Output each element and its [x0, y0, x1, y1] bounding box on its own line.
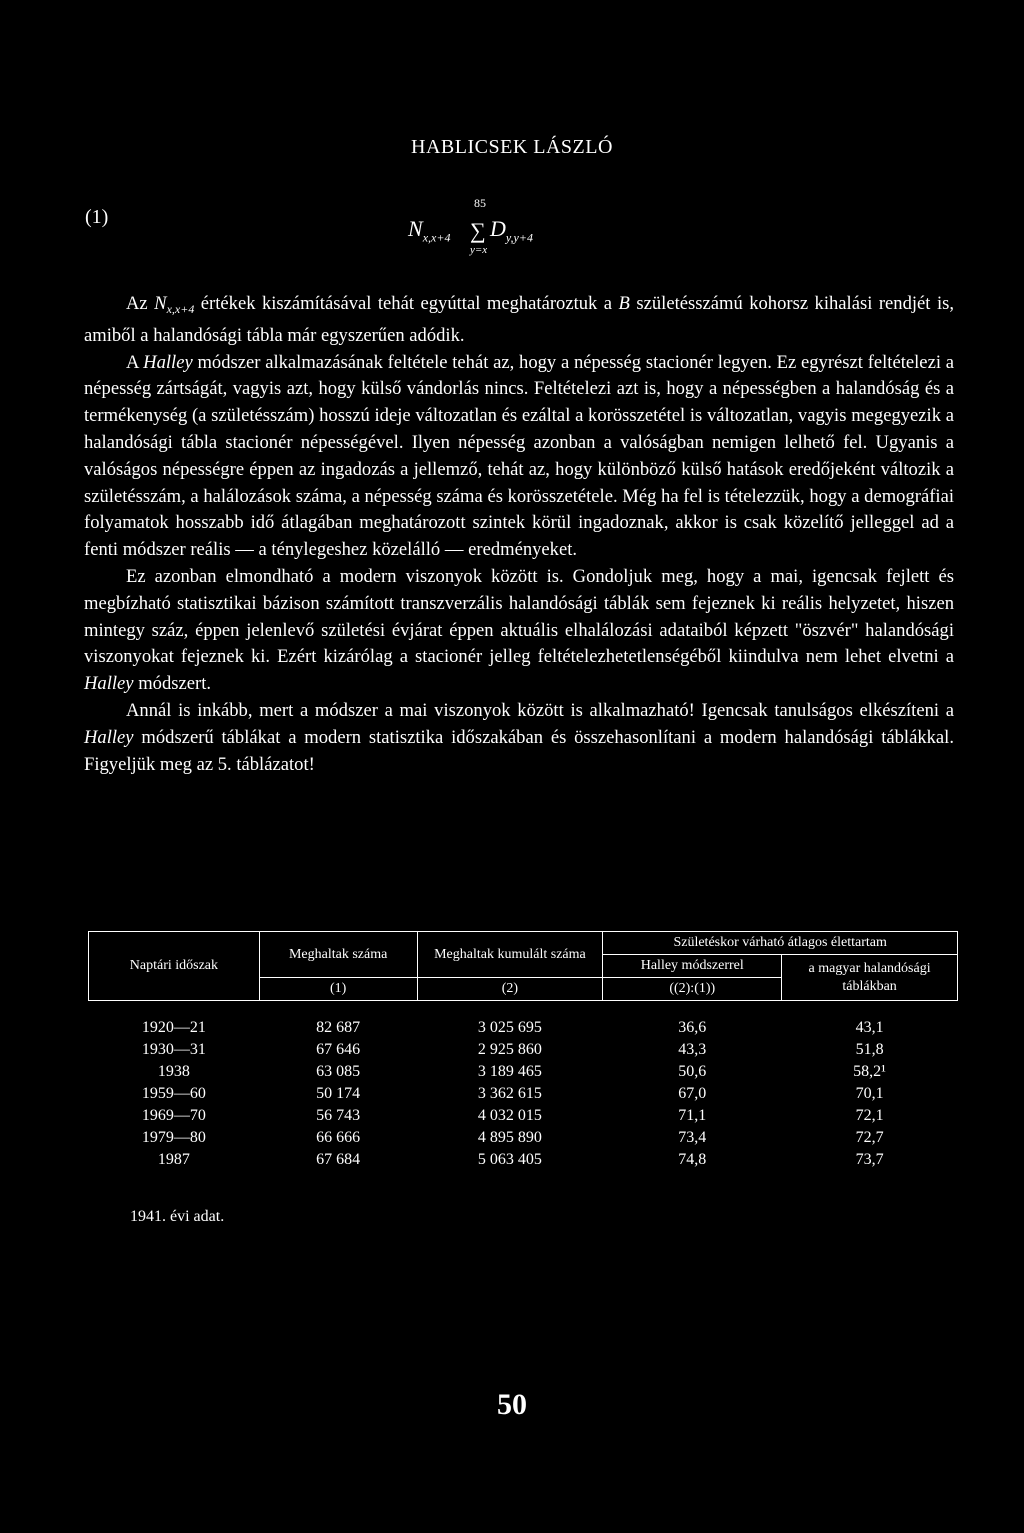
header-hungarian: a magyar halandósági táblákban [782, 955, 958, 1001]
paragraph-3: Ez azonban elmondható a modern viszonyok között is. Gondoljuk meg, hogy a mai, igencsak fejlett és megbízható statisztikai bázison számított transzverzális halandósági táblák sem fejeznek ki reális helyzetet, hiszen mintegy száz, éppen jelenlevő születési évjárat éppen aktuális elhalálozási adataiból képzett "öszvér" halandósági viszonyokat fejeznek ki. Ezért kizárólag a stacionér jelleg feltételezhetetlenségéből kiindulva nem lehet elvetni a Halley módszert. [84, 565, 954, 695]
cell-deaths: 56 743 [316, 1107, 361, 1124]
table-row [89, 1127, 958, 1149]
cell-deaths: 82 687 [316, 1019, 361, 1036]
header-col3: ((2):(1)) [603, 978, 782, 1001]
cell-deaths: 66 666 [316, 1129, 361, 1146]
cell-cumulative: 4 032 015 [477, 1107, 542, 1124]
cell-cumulative: 3 025 695 [477, 1019, 542, 1036]
page-header: HABLICSEK LÁSZLÓ [411, 136, 613, 158]
cell-deaths: 67 646 [316, 1041, 361, 1058]
cell-period: 1930—31 [141, 1041, 206, 1058]
table-row [89, 1039, 958, 1061]
table-row [89, 1105, 958, 1127]
cell-halley: 50,6 [678, 1063, 707, 1080]
cell-halley: 73,4 [678, 1129, 707, 1146]
cell-period: 1959—60 [141, 1085, 206, 1102]
cell-period: 1938 [157, 1063, 190, 1080]
body-text [84, 291, 954, 778]
cell-halley: 71,1 [678, 1107, 707, 1124]
equation-number: (1) [85, 206, 109, 228]
table-row [89, 1149, 958, 1171]
header-halley: Halley módszerrel [603, 955, 782, 978]
header-period: Naptári időszak [89, 932, 260, 1001]
cell-deaths: 50 174 [316, 1085, 361, 1102]
cell-cumulative: 3 189 465 [477, 1063, 542, 1080]
header-col2: (2) [417, 978, 603, 1001]
data-table [88, 931, 958, 1171]
equation-formula [408, 194, 608, 264]
cell-period: 1969—70 [141, 1107, 206, 1124]
cell-period: 1987 [157, 1151, 190, 1168]
cell-hungarian: 51,8 [855, 1041, 884, 1058]
cell-cumulative: 3 362 615 [477, 1085, 542, 1102]
cell-cumulative: 4 895 890 [477, 1129, 542, 1146]
header-expectancy-group: Születéskor várható átlagos élettartam [603, 932, 958, 955]
header-col1: (1) [259, 978, 417, 1001]
equation-rhs: $D_{y,y+4}$ [490, 216, 533, 245]
cell-halley: 67,0 [678, 1085, 707, 1102]
cell-deaths: 63 085 [316, 1063, 361, 1080]
table-row [89, 1061, 958, 1083]
paragraph-1: Az $N_{x,x+4}$ értékek kiszámításával tehát egyúttal meghatároztuk a B születésszámú kohorsz kihalási rendjét is, amiből a halandósági tábla már egyszerűen adódik. [84, 293, 954, 346]
cell-halley: 74,8 [678, 1151, 707, 1168]
table-row [89, 1017, 958, 1039]
cell-hungarian: 73,7 [855, 1151, 884, 1168]
cell-hungarian: 72,7 [855, 1129, 884, 1146]
cell-halley: 36,6 [678, 1019, 707, 1036]
equation-lhs: $N_{x,x+4}$ [408, 216, 451, 245]
equation-sum-upper: 85 [474, 196, 486, 210]
cell-hungarian: 43,1 [855, 1019, 884, 1036]
cell-cumulative: 2 925 860 [477, 1041, 542, 1058]
table-footnote: 1941. évi adat. [130, 1208, 225, 1225]
paragraph-4: Annál is inkább, mert a módszer a mai viszonyok között is alkalmazható! Igencsak tanulságos elkészíteni a Halley módszerű táblákat a modern statisztika időszakában és összehasonlítani a modern halandósági táblákkal. Figyeljük meg az 5. táblázatot! [84, 699, 954, 775]
page-number: 50 [497, 1388, 527, 1421]
header-deaths: Meghaltak száma [259, 932, 417, 978]
paragraph-2: A Halley módszer alkalmazásának feltétele tehát az, hogy a népesség stacionér legyen. Ez egyrészt feltételezi a népesség zártságát, vagyis azt, hogy külső vándorlás nincs. Feltételezi azt is, hogy a népességben a halandóság és a termékenység (a születésszám) hosszú ideje változatlan és ezáltal a korösszetétel is változatlan, vagyis megegyezik a halandósági tábla stacionér népességével. Ilyen népesség azonban a valóságban nemigen lelhető fel. Ugyanis a valóságos népességre éppen az ingadozás a jellemző, tehát az, hogy különböző külső hatások eredőjeként változik a születésszám, a halálozások száma, a népesség száma és korösszetétele. Még ha fel is tételezzük, hogy a demográfiai folyamatok hosszabb idő átlagában meghatározott szintek körül ingadoznak, akkor is csak közelítő jelleggel ad a fenti módszer reális — a ténylegeshez közelálló — eredményeket. [84, 351, 954, 561]
equation-sum-lower: y=x [470, 244, 488, 256]
cell-period: 1920—21 [141, 1019, 206, 1036]
table-row [89, 1083, 958, 1105]
cell-period: 1979—80 [141, 1129, 206, 1146]
header-cumulative: Meghaltak kumulált száma [417, 932, 603, 978]
cell-halley: 43,3 [678, 1041, 707, 1058]
equation-sum-symbol: ∑ [470, 218, 486, 243]
cell-hungarian: 70,1 [855, 1085, 884, 1102]
cell-deaths: 67 684 [316, 1151, 361, 1168]
cell-hungarian: 58,2¹ [853, 1063, 886, 1080]
cell-cumulative: 5 063 405 [477, 1151, 542, 1168]
cell-hungarian: 72,1 [855, 1107, 884, 1124]
